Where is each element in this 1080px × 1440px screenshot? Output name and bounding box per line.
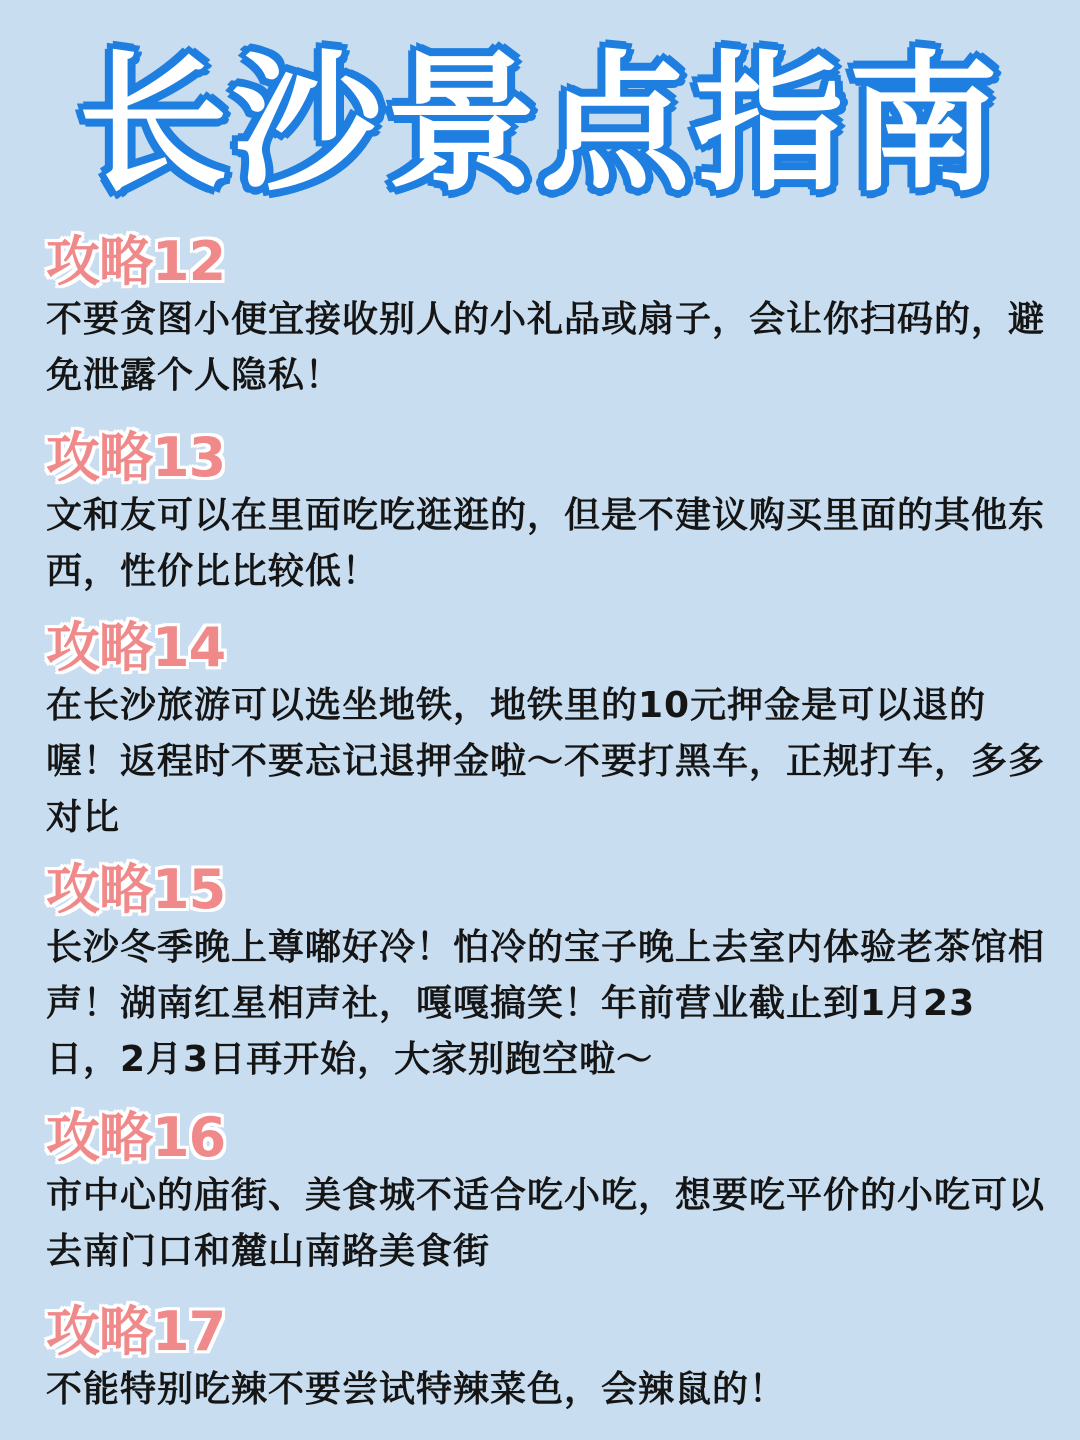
tip-body: 长沙冬季晚上尊嘟好冷！怕冷的宝子晚上去室内体验老茶馆相声！湖南红星相声社，嘎嘎搞笑！年前营业截止到1月23日，2月3日再开始，大家别跑空啦～ bbox=[46, 927, 1046, 1080]
tip-body: 市中心的庙街、美食城不适合吃小吃，想要吃平价的小吃可以去南门口和麓山南路美食街 bbox=[46, 1175, 1046, 1272]
tip-item bbox=[46, 1302, 1046, 1418]
tip-item bbox=[46, 428, 1046, 600]
tip-heading: 攻略12 bbox=[46, 230, 226, 293]
tip-item bbox=[46, 1108, 1046, 1280]
tip-body: 不要贪图小便宜接收别人的小礼品或扇子，会让你扫码的，避免泄露个人隐私！ bbox=[46, 299, 1046, 396]
tip-item bbox=[46, 232, 1046, 404]
tip-heading: 攻略17 bbox=[46, 1300, 226, 1363]
tip-item bbox=[46, 618, 1046, 846]
tip-heading: 攻略14 bbox=[46, 616, 226, 679]
tip-heading: 攻略15 bbox=[46, 858, 226, 921]
tip-body: 在长沙旅游可以选坐地铁，地铁里的10元押金是可以退的喔！返程时不要忘记退押金啦～不要打黑车，正规打车，多多对比 bbox=[46, 685, 1046, 838]
tip-item bbox=[46, 860, 1046, 1088]
tip-body: 文和友可以在里面吃吃逛逛的，但是不建议购买里面的其他东西，性价比比较低！ bbox=[46, 495, 1046, 592]
tip-body: 不能特别吃辣不要尝试特辣菜色，会辣鼠的！ bbox=[46, 1369, 787, 1410]
tip-heading: 攻略13 bbox=[46, 426, 226, 489]
tip-heading: 攻略16 bbox=[46, 1106, 226, 1169]
page-title: 长沙景点指南 bbox=[77, 38, 1002, 212]
